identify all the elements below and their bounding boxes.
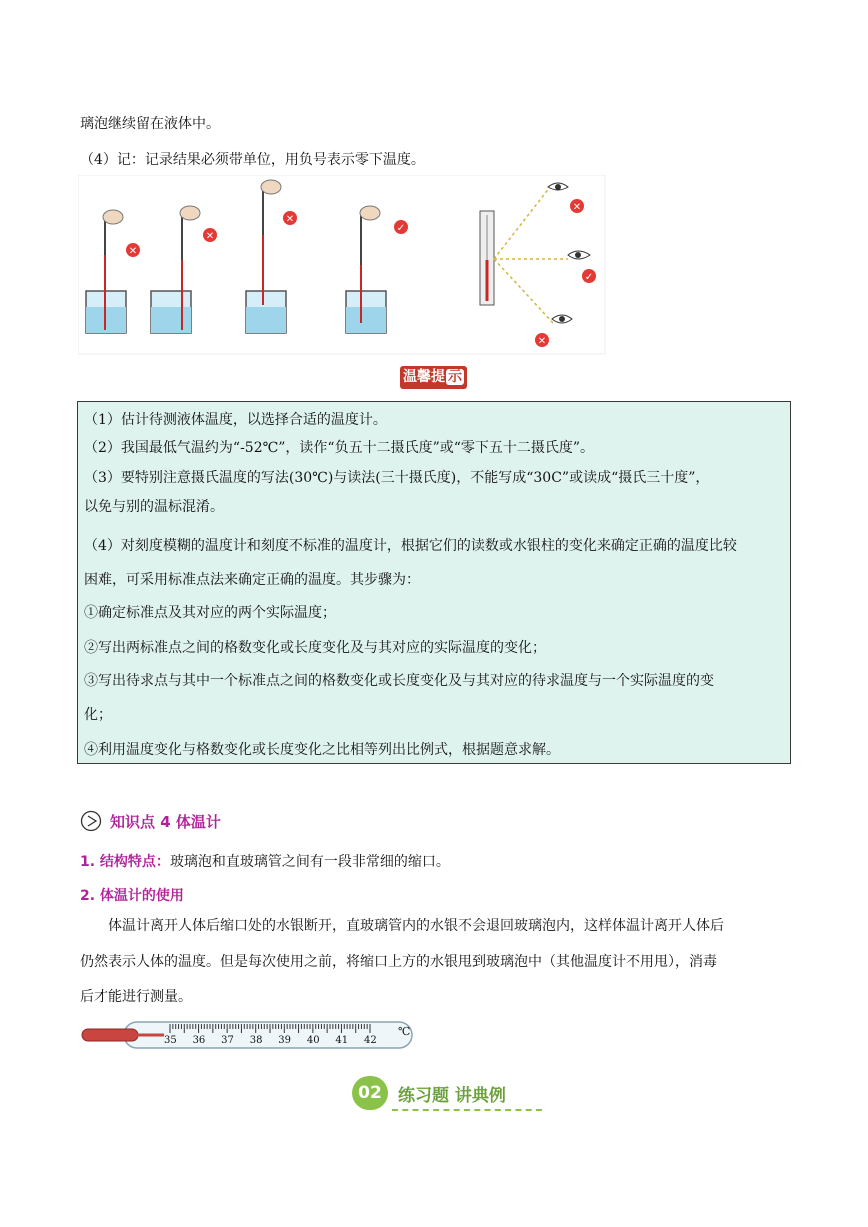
practice-section-badge xyxy=(352,1075,542,1113)
svg-text:✕: ✕ xyxy=(128,246,138,257)
svg-text:✕: ✕ xyxy=(537,336,547,347)
tip-line: ①确定标准点及其对应的两个实际温度； xyxy=(84,605,336,621)
section-title: 知识点 4 体温计 xyxy=(110,813,221,831)
tip-line: ④利用温度变化与格数变化或长度变化之比相等列出比例式，根据题意求解。 xyxy=(84,742,560,758)
thermometer-tick-label: 39 xyxy=(278,1035,292,1046)
tip-line: 以免与别的温标混淆。 xyxy=(84,499,224,515)
section-title: 练习题 讲典例 xyxy=(398,1086,506,1106)
thermometer-usage-illustration xyxy=(78,175,606,355)
tip-badge-char: 温 xyxy=(403,369,417,385)
dashed-underline xyxy=(392,1109,542,1111)
thermometer-tick-label: 40 xyxy=(306,1035,320,1046)
unit-label: ℃ xyxy=(398,1025,411,1038)
item-1-label: 1. 结构特点： xyxy=(80,854,170,870)
text-line: 璃泡继续留在液体中。 xyxy=(80,116,220,132)
tip-line: （1）估计待测液体温度，以选择合适的温度计。 xyxy=(84,412,387,428)
svg-text:✕: ✕ xyxy=(285,214,295,225)
tip-line: 化； xyxy=(84,707,112,723)
item-2-label: 2. 体温计的使用 xyxy=(80,888,184,904)
tip-badge xyxy=(400,366,467,389)
thermometer-tick-label: 36 xyxy=(192,1035,206,1046)
play-circle-icon xyxy=(80,810,102,832)
item-1-text: 玻璃泡和直玻璃管之间有一段非常细的缩口。 xyxy=(169,854,450,870)
thermometer-tick-label: 41 xyxy=(335,1035,349,1046)
svg-text:✕: ✕ xyxy=(205,231,215,242)
section-number: 02 xyxy=(352,1076,388,1110)
text-line: （4）记：记录结果必须带单位，用负号表示零下温度。 xyxy=(80,152,425,168)
tip-badge-char: 示 xyxy=(448,369,462,385)
item-1 xyxy=(80,851,450,871)
thermometer-tick-label: 35 xyxy=(164,1035,177,1046)
para-line: 后才能进行测量。 xyxy=(80,989,192,1005)
thermometer-tick-label: 38 xyxy=(249,1035,263,1046)
tip-badge-char: 提 xyxy=(431,369,445,385)
para-line: 体温计离开人体后缩口处的水银断开，直玻璃管内的水银不会退回玻璃泡内，这样体温计离开人体后 xyxy=(108,918,724,934)
svg-text:✓: ✓ xyxy=(396,223,406,234)
para-line: 仍然表示人体的温度。但是每次使用之前，将缩口上方的水银甩到玻璃泡中（其他温度计不用甩），消毒 xyxy=(80,954,717,970)
tip-line: ③写出待求点与其中一个标准点之间的格数变化或长度变化及与其对应的待求温度与一个实际温度的变 xyxy=(84,673,714,689)
thermometer-tick-label: 37 xyxy=(221,1035,234,1046)
tip-line: 困难，可采用标准点法来确定正确的温度。其步骤为： xyxy=(84,572,420,588)
tip-box xyxy=(77,401,791,764)
svg-text:✕: ✕ xyxy=(572,202,582,213)
svg-text:✓: ✓ xyxy=(584,272,594,283)
clinical-thermometer xyxy=(80,1018,416,1052)
tip-line: （2）我国最低气温约为“-52℃”，读作“负五十二摄氏度”或“零下五十二摄氏度”。 xyxy=(84,440,595,456)
tip-line: （3）要特别注意摄氏温度的写法(30℃)与读法(三十摄氏度)，不能写成“30C”或读成“摄氏三十度”， xyxy=(84,470,710,486)
thermometer-tick-label: 42 xyxy=(364,1035,377,1046)
tip-line: （4）对刻度模糊的温度计和刻度不标准的温度计，根据它们的读数或水银柱的变化来确定正确的温度比较 xyxy=(84,538,737,554)
tip-badge-char: 馨 xyxy=(417,369,431,385)
tip-line: ②写出两标准点之间的格数变化或长度变化及与其对应的实际温度的变化； xyxy=(84,640,546,656)
